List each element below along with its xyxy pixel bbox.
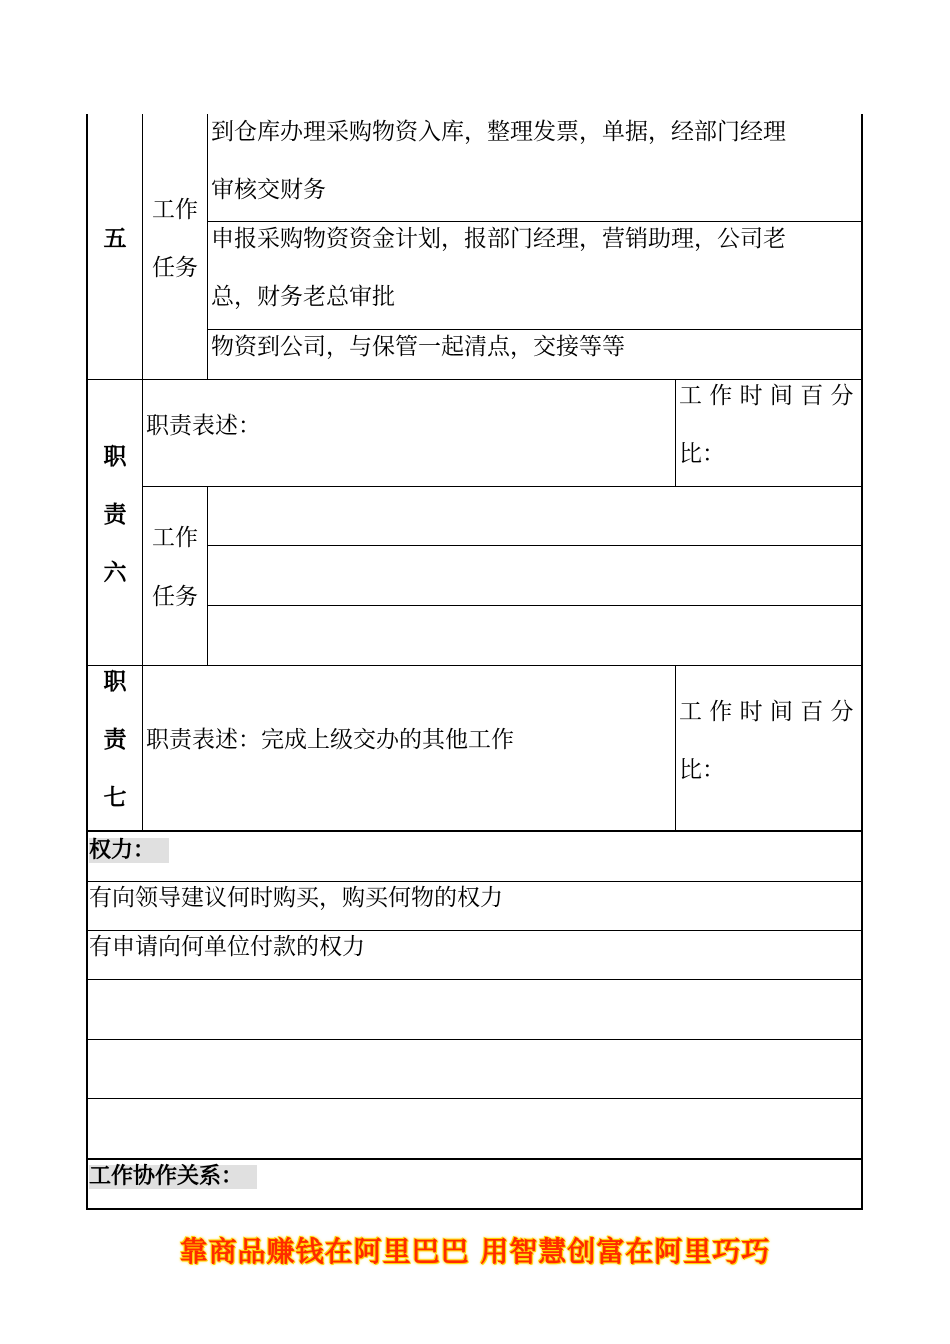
description-7: 职责表述：完成上级交办的其他工作 [146, 727, 514, 753]
column-divider-time-7 [675, 665, 676, 831]
section-label-7-char2: 责 [103, 727, 127, 753]
row-divider-6-end [86, 665, 863, 666]
task-label-5-line2: 任务 [152, 255, 198, 281]
row-divider-6c [207, 605, 862, 606]
task-label-6-line1: 工作 [152, 525, 198, 551]
row-divider-6b [207, 545, 862, 546]
authority-heading: 权力： [89, 838, 169, 863]
row-divider-auth-3 [86, 979, 863, 980]
authority-item-1: 有向领导建议何时购买，购买何物的权力 [89, 885, 503, 911]
task-5-1-line1: 到仓库办理采购物资入库，整理发票，单据，经部门经理 [211, 119, 786, 145]
row-divider-6a [142, 486, 862, 487]
section-label-7-char1: 职 [103, 669, 127, 695]
task-5-2-line1: 申报采购物资资金计划，报部门经理，营销助理，公司老 [211, 226, 786, 252]
column-divider-task-6 [207, 487, 208, 665]
task-5-2-line2: 总，财务老总审批 [211, 284, 395, 310]
time-percent-label-6-line2: 比： [679, 441, 725, 467]
row-divider-auth-end [86, 1158, 863, 1160]
ad-banner: 靠商品赚钱在阿里巴巴 用智慧创富在阿里巧巧 [179, 1235, 771, 1268]
task-5-1-line2: 审核交财务 [211, 177, 326, 203]
table-border-bottom [86, 1208, 863, 1210]
authority-item-2: 有申请向何单位付款的权力 [89, 934, 365, 960]
task-label-5-line1: 工作 [152, 197, 198, 223]
task-label-6-line2: 任务 [152, 584, 198, 610]
table-border-right [861, 114, 863, 1210]
time-percent-label-6-line1: 工 作 时 间 百 分 [679, 383, 854, 409]
row-divider-auth-5 [86, 1098, 863, 1099]
time-percent-label-7-line2: 比： [679, 757, 725, 783]
row-divider-7-end [86, 830, 863, 832]
column-divider-time-6 [675, 380, 676, 487]
section-label-6-char3: 六 [103, 560, 127, 586]
section-label-6-char2: 责 [103, 502, 127, 528]
section-label-7-char3: 七 [103, 785, 127, 811]
row-divider-auth-4 [86, 1039, 863, 1040]
section-label-6-char1: 职 [103, 444, 127, 470]
column-divider-task-5 [207, 114, 208, 380]
time-percent-label-7-line1: 工 作 时 间 百 分 [679, 699, 854, 725]
cooperation-heading: 工作协作关系： [89, 1165, 257, 1189]
description-label-6: 职责表述： [146, 413, 261, 439]
task-5-3-line1: 物资到公司，与保管一起清点，交接等等 [211, 334, 625, 360]
section-number-5: 五 [103, 226, 127, 252]
